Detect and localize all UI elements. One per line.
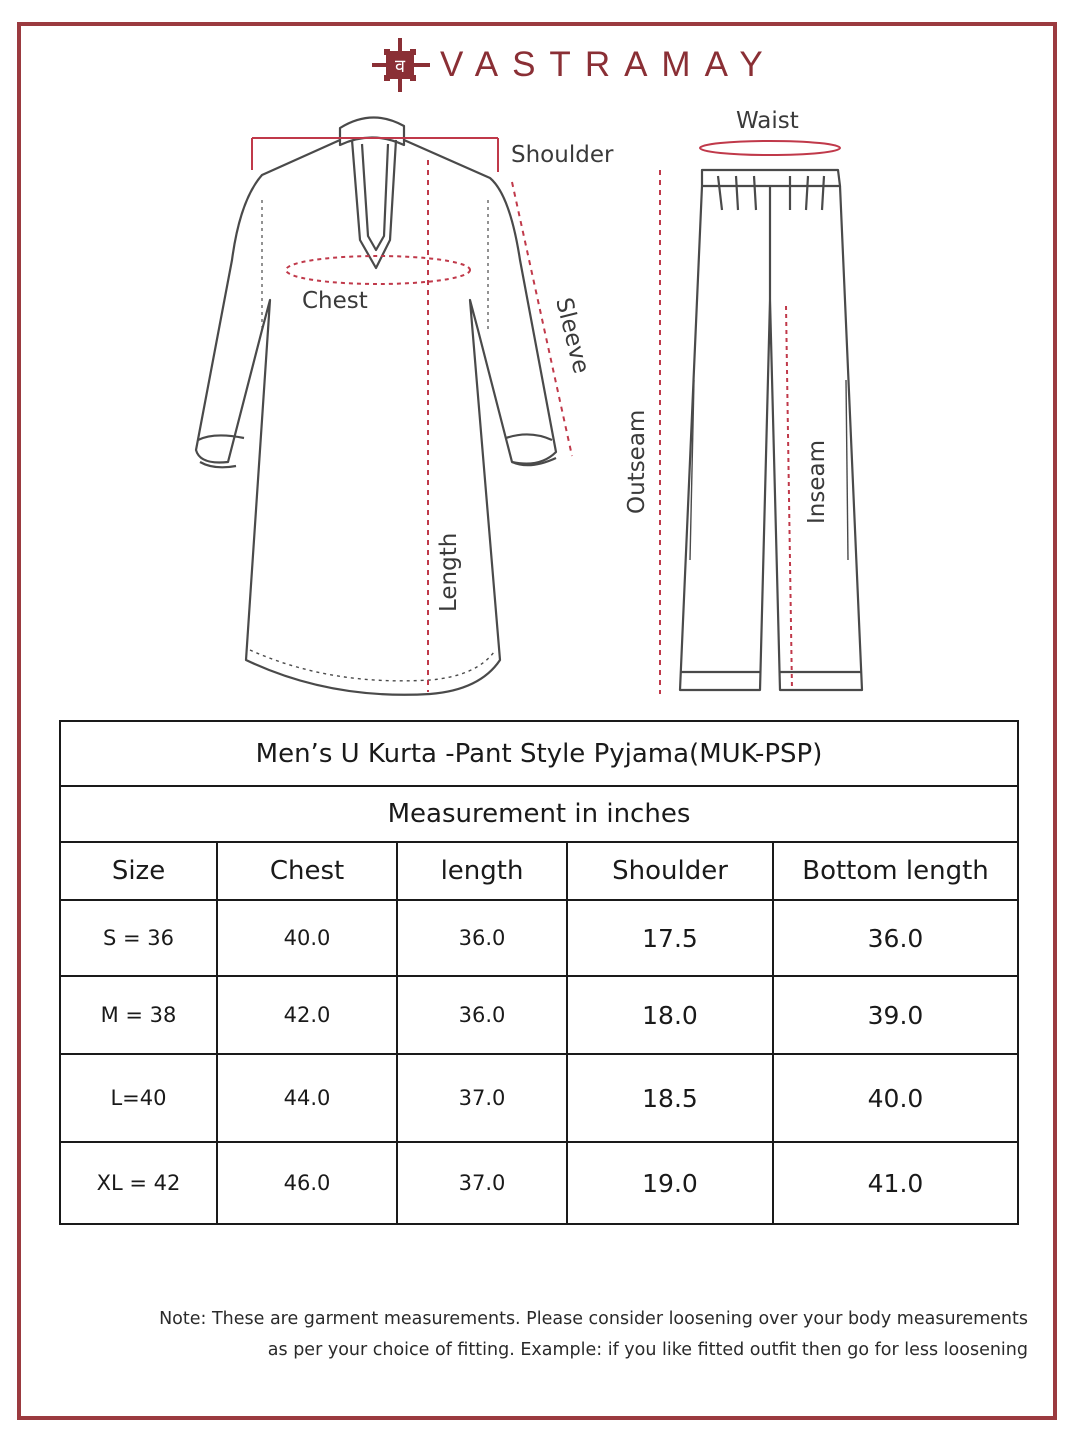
- table-row: [60, 1142, 1018, 1224]
- shoulder-cell: 17.5: [567, 900, 773, 976]
- note-line-2: as per your choice of fitting. Example: if you like fitted outfit then go for less loosening: [267, 1340, 1028, 1360]
- table-row: [60, 900, 1018, 976]
- bottom-length-cell: 36.0: [773, 900, 1018, 976]
- size-chart-table: [59, 720, 1019, 1225]
- waist-label: Waist: [736, 108, 799, 134]
- length-label: Length: [436, 532, 462, 612]
- header-chest: Chest: [217, 842, 397, 900]
- bottom-length-cell: 41.0: [773, 1142, 1018, 1224]
- header-length: length: [397, 842, 567, 900]
- size-cell: XL = 42: [60, 1142, 217, 1224]
- chest-cell: 46.0: [217, 1142, 397, 1224]
- shoulder-label: Shoulder: [511, 142, 614, 168]
- table-header-row: [60, 842, 1018, 900]
- chest-cell: 44.0: [217, 1054, 397, 1142]
- table-title: Men’s U Kurta -Pant Style Pyjama(MUK-PSP): [60, 721, 1018, 786]
- table-row: [60, 1054, 1018, 1142]
- length-cell: 37.0: [397, 1054, 567, 1142]
- length-cell: 37.0: [397, 1142, 567, 1224]
- header-shoulder: Shoulder: [567, 842, 773, 900]
- length-cell: 36.0: [397, 976, 567, 1054]
- inseam-label: Inseam: [804, 440, 830, 524]
- chest-cell: 42.0: [217, 976, 397, 1054]
- bottom-length-cell: 39.0: [773, 976, 1018, 1054]
- brand-name: VASTRAMAY: [440, 45, 777, 84]
- size-cell: S = 36: [60, 900, 217, 976]
- shoulder-cell: 18.5: [567, 1054, 773, 1142]
- table-subtitle: Measurement in inches: [60, 786, 1018, 842]
- chest-cell: 40.0: [217, 900, 397, 976]
- length-cell: 36.0: [397, 900, 567, 976]
- outseam-label: Outseam: [624, 409, 650, 514]
- header-bottom-length: Bottom length: [773, 842, 1018, 900]
- table-row: [60, 976, 1018, 1054]
- sleeve-label: Sleeve: [550, 295, 595, 377]
- kurta-drawing: [196, 117, 556, 694]
- bottom-length-cell: 40.0: [773, 1054, 1018, 1142]
- pyjama-measure-lines: [660, 141, 840, 694]
- size-cell: L=40: [60, 1054, 217, 1142]
- shoulder-cell: 18.0: [567, 976, 773, 1054]
- header-size: Size: [60, 842, 217, 900]
- logo-glyph: व: [394, 56, 406, 77]
- chest-label: Chest: [302, 288, 368, 314]
- note-line-1: Note: These are garment measurements. Please consider loosening over your body measurements: [159, 1309, 1028, 1329]
- kurta-measure-lines: [252, 138, 572, 692]
- shoulder-cell: 19.0: [567, 1142, 773, 1224]
- size-cell: M = 38: [60, 976, 217, 1054]
- pyjama-drawing: [680, 170, 862, 690]
